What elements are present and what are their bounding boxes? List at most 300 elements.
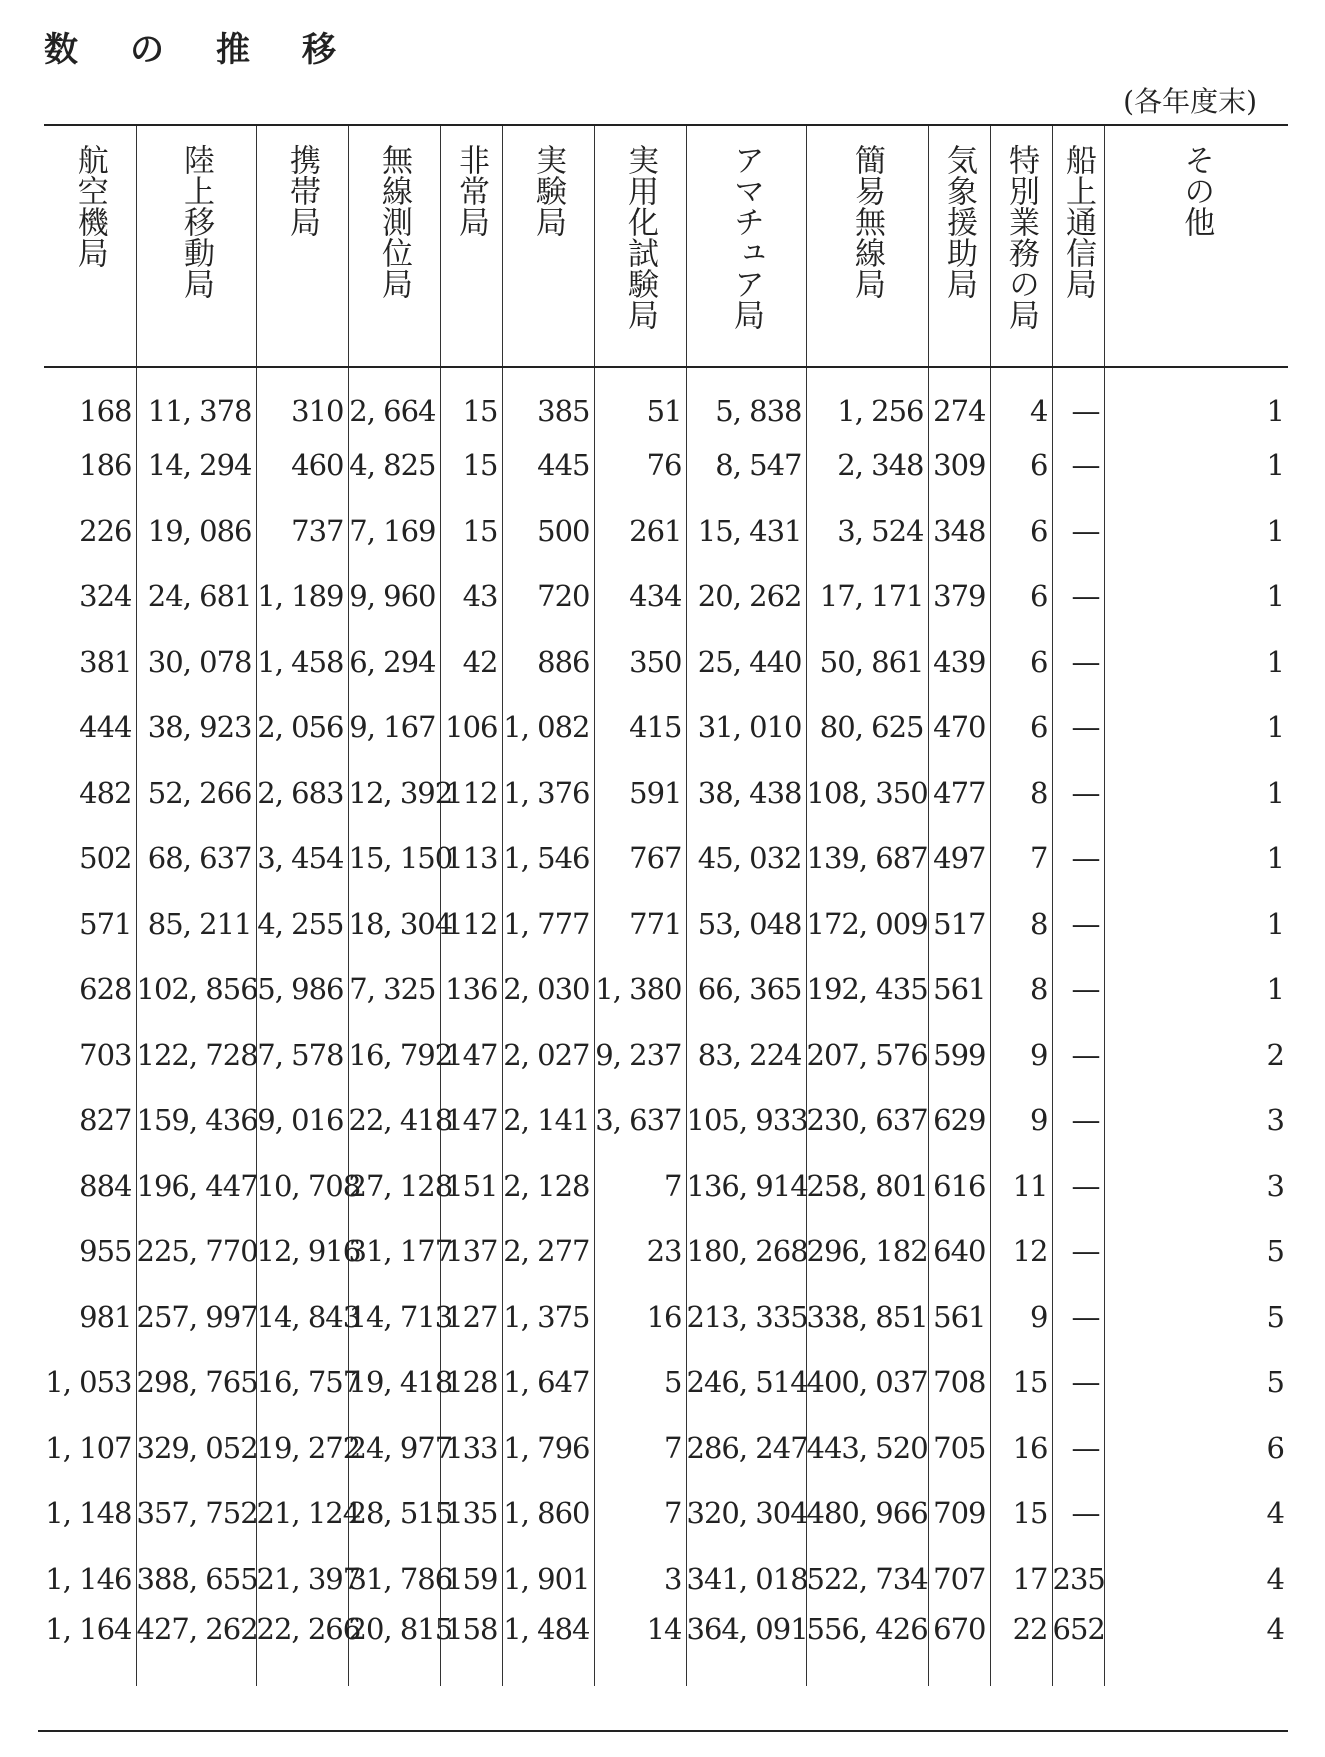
table-cell: 85, 211 [136, 891, 256, 957]
table-cell: — [1052, 1088, 1104, 1154]
table-cell: 22, 418 [348, 1088, 440, 1154]
table-cell: 21, 124 [256, 1481, 348, 1547]
table-cell: 8 [990, 760, 1052, 826]
table-cell: 14 [594, 1612, 686, 1686]
table-cell: 135 [440, 1481, 502, 1547]
table-cell: 147 [440, 1022, 502, 1088]
table-cell: 477 [928, 760, 990, 826]
table-cell: 9, 167 [348, 695, 440, 761]
table-cell: 22 [990, 1612, 1052, 1686]
column-header-label: 非常局 [453, 144, 490, 237]
table-cell: 2 [1104, 1022, 1288, 1088]
table-cell: 16, 792 [348, 1022, 440, 1088]
table-cell: 5 [1104, 1350, 1288, 1416]
table-cell: — [1052, 957, 1104, 1023]
column-header [686, 125, 806, 367]
table-cell: 159 [440, 1546, 502, 1612]
table-cell: 364, 091 [686, 1612, 806, 1686]
table-row [44, 957, 1288, 1023]
table-row [44, 1481, 1288, 1547]
table-cell: 482 [79, 775, 132, 810]
table-cell: 1 [1104, 826, 1288, 892]
table-cell: 196, 447 [136, 1153, 256, 1219]
table-cell: 616 [928, 1153, 990, 1219]
table-cell: 444 [79, 710, 132, 745]
table-cell: 106 [440, 695, 502, 761]
table-cell: 1, 256 [806, 367, 928, 433]
column-header-label: 実用化試験局 [622, 144, 659, 330]
table-row [44, 695, 1288, 761]
table-cell: — [1052, 1481, 1104, 1547]
table-cell: 6 [990, 629, 1052, 695]
table-cell: 5 [1104, 1219, 1288, 1285]
table-cell: 7 [594, 1415, 686, 1481]
table-row [44, 1350, 1288, 1416]
table-cell: 137 [440, 1219, 502, 1285]
table-cell: 19, 418 [348, 1350, 440, 1416]
table-cell: 1, 484 [502, 1612, 594, 1686]
table-cell: 571 [79, 906, 132, 941]
table-cell: 1, 053 [45, 1365, 132, 1400]
table-cell: 136, 914 [686, 1153, 806, 1219]
column-header [1052, 125, 1104, 367]
table-cell: 274 [928, 367, 990, 433]
table-cell: 68, 637 [136, 826, 256, 892]
table-cell: — [1052, 1284, 1104, 1350]
table-cell: — [1052, 629, 1104, 695]
table-row [44, 891, 1288, 957]
table-cell: 10, 708 [256, 1153, 348, 1219]
table-cell: 6 [990, 433, 1052, 499]
table-cell: 1, 375 [502, 1284, 594, 1350]
table-cell: 38, 923 [136, 695, 256, 761]
table-cell: 15 [990, 1481, 1052, 1547]
column-header [806, 125, 928, 367]
table-row [44, 1612, 1288, 1686]
table-cell: — [1052, 367, 1104, 433]
column-header-label: 船上通信局 [1060, 144, 1097, 299]
column-header [1104, 125, 1288, 367]
column-header-label: 携帯局 [284, 144, 321, 237]
table-cell: 24, 977 [348, 1415, 440, 1481]
table-cell: 8 [990, 957, 1052, 1023]
table-cell: 320, 304 [686, 1481, 806, 1547]
table-cell: 147 [440, 1088, 502, 1154]
table-cell: 1, 647 [502, 1350, 594, 1416]
table-cell: — [1052, 1022, 1104, 1088]
table-cell: 14, 843 [256, 1284, 348, 1350]
table-cell: 136 [440, 957, 502, 1023]
table-cell: 4, 825 [348, 433, 440, 499]
table-cell: 42 [440, 629, 502, 695]
table-cell: 17 [990, 1546, 1052, 1612]
column-header [440, 125, 502, 367]
table-cell: 168 [79, 394, 132, 429]
table-cell: — [1052, 498, 1104, 564]
table-cell: 45, 032 [686, 826, 806, 892]
table-cell: 15 [440, 433, 502, 499]
table-cell: 350 [594, 629, 686, 695]
table-cell: 1 [1104, 695, 1288, 761]
table-cell: 500 [502, 498, 594, 564]
table-cell: 1, 164 [45, 1611, 132, 1646]
table-cell: 497 [928, 826, 990, 892]
column-header-label: 実験局 [530, 144, 567, 237]
period-note: (各年度末) [1123, 85, 1257, 118]
table-cell: 4 [1104, 1612, 1288, 1686]
table-cell: 480, 966 [806, 1481, 928, 1547]
table-cell: 341, 018 [686, 1546, 806, 1612]
column-header [44, 125, 136, 367]
table-cell: 230, 637 [806, 1088, 928, 1154]
table-cell: 427, 262 [136, 1612, 256, 1686]
table-row [44, 1284, 1288, 1350]
table-cell: 771 [594, 891, 686, 957]
table-cell: 1, 777 [502, 891, 594, 957]
table-cell: 338, 851 [806, 1284, 928, 1350]
table-cell: 2, 277 [502, 1219, 594, 1285]
table-cell: 652 [1052, 1612, 1104, 1686]
table-cell: 31, 177 [348, 1219, 440, 1285]
table-cell: 186 [79, 448, 132, 483]
table-cell: 3 [1104, 1088, 1288, 1154]
column-header [928, 125, 990, 367]
table-cell: 80, 625 [806, 695, 928, 761]
table-cell: — [1052, 695, 1104, 761]
table-cell: 1, 860 [502, 1481, 594, 1547]
table-cell: 1, 546 [502, 826, 594, 892]
table-cell: 388, 655 [136, 1546, 256, 1612]
table-cell: 133 [440, 1415, 502, 1481]
table-row [44, 1022, 1288, 1088]
table-cell: 31, 786 [348, 1546, 440, 1612]
table-cell: 5 [1104, 1284, 1288, 1350]
table-cell: 1 [1104, 433, 1288, 499]
table-cell: 670 [928, 1612, 990, 1686]
table-cell: — [1052, 826, 1104, 892]
table-cell: — [1052, 433, 1104, 499]
table-cell: 460 [256, 433, 348, 499]
table-cell: 8 [990, 891, 1052, 957]
table-cell: 884 [79, 1168, 132, 1203]
table-cell: 24, 681 [136, 564, 256, 630]
table-cell: 708 [928, 1350, 990, 1416]
table-cell: 14, 294 [136, 433, 256, 499]
column-header [256, 125, 348, 367]
table-row [44, 1219, 1288, 1285]
table-cell: 172, 009 [806, 891, 928, 957]
table-cell: 7, 325 [348, 957, 440, 1023]
table-cell: 1, 107 [45, 1430, 132, 1465]
table-cell: 7 [990, 826, 1052, 892]
table-cell: — [1052, 1219, 1104, 1285]
table-cell: 7, 169 [348, 498, 440, 564]
table-cell: 50, 861 [806, 629, 928, 695]
table-row [44, 760, 1288, 826]
table-cell: 8, 547 [686, 433, 806, 499]
table-cell: 66, 365 [686, 957, 806, 1023]
table-cell: — [1052, 891, 1104, 957]
table-cell: 128 [440, 1350, 502, 1416]
table-cell: 591 [594, 760, 686, 826]
table-row [44, 498, 1288, 564]
table-cell: 470 [928, 695, 990, 761]
table-cell: 15 [440, 367, 502, 433]
table-cell: 3 [1104, 1153, 1288, 1219]
column-header-label: 気象援助局 [941, 144, 978, 299]
table-cell: 517 [928, 891, 990, 957]
table-cell: 3 [594, 1546, 686, 1612]
table-cell: 1, 901 [502, 1546, 594, 1612]
table-cell: 15, 431 [686, 498, 806, 564]
table-cell: 257, 997 [136, 1284, 256, 1350]
table-cell: 3, 524 [806, 498, 928, 564]
table-cell: 11, 378 [136, 367, 256, 433]
table-cell: 9, 237 [594, 1022, 686, 1088]
table-cell: 25, 440 [686, 629, 806, 695]
table-cell: 7 [594, 1481, 686, 1547]
column-header [990, 125, 1052, 367]
table-cell: 709 [928, 1481, 990, 1547]
table-row [44, 1088, 1288, 1154]
page-title: 数の推移 [44, 30, 388, 70]
column-header [136, 125, 256, 367]
table-row [44, 433, 1288, 499]
table-cell: 246, 514 [686, 1350, 806, 1416]
table-cell: 226 [79, 513, 132, 548]
table-cell: 1 [1104, 891, 1288, 957]
table-cell: 310 [256, 367, 348, 433]
table-cell: 443, 520 [806, 1415, 928, 1481]
table-cell: 628 [79, 972, 132, 1007]
table-cell: 31, 010 [686, 695, 806, 761]
table-cell: 298, 765 [136, 1350, 256, 1416]
table-row [44, 1153, 1288, 1219]
table-cell: 6, 294 [348, 629, 440, 695]
table-cell: 561 [928, 957, 990, 1023]
table-cell: 20, 262 [686, 564, 806, 630]
table-cell: 324 [79, 579, 132, 614]
table-cell: 434 [594, 564, 686, 630]
table-cell: 22, 266 [256, 1612, 348, 1686]
table-cell: 2, 030 [502, 957, 594, 1023]
table-cell: 1, 148 [45, 1496, 132, 1531]
table-cell: 629 [928, 1088, 990, 1154]
table-cell: 5 [594, 1350, 686, 1416]
table-cell: 30, 078 [136, 629, 256, 695]
table-cell: 1, 146 [45, 1561, 132, 1596]
table-cell: 12 [990, 1219, 1052, 1285]
table-cell: 12, 916 [256, 1219, 348, 1285]
bottom-rule [38, 1730, 1288, 1732]
table-cell: 9, 960 [348, 564, 440, 630]
table-cell: 4, 255 [256, 891, 348, 957]
table-cell: 6 [990, 564, 1052, 630]
table-cell: 15 [990, 1350, 1052, 1416]
column-header-label: 特別業務の局 [1003, 144, 1040, 330]
table-cell: 4 [1104, 1481, 1288, 1547]
table-cell: 16, 757 [256, 1350, 348, 1416]
table-cell: 357, 752 [136, 1481, 256, 1547]
table-cell: 127 [440, 1284, 502, 1350]
table-cell: 23 [594, 1219, 686, 1285]
table-cell: 1 [1104, 564, 1288, 630]
table-cell: 2, 141 [502, 1088, 594, 1154]
table-cell: 52, 266 [136, 760, 256, 826]
table-cell: 445 [502, 433, 594, 499]
table-cell: 18, 304 [348, 891, 440, 957]
table-cell: 2, 348 [806, 433, 928, 499]
table-cell: 556, 426 [806, 1612, 928, 1686]
column-header-label: その他 [1178, 144, 1215, 237]
table-cell: 309 [928, 433, 990, 499]
table-cell: 502 [79, 841, 132, 876]
table-cell: 703 [79, 1037, 132, 1072]
table-cell: 7 [594, 1153, 686, 1219]
table-cell: 14, 713 [348, 1284, 440, 1350]
table-cell: 19, 272 [256, 1415, 348, 1481]
table-cell: 7, 578 [256, 1022, 348, 1088]
column-header-label: 航空機局 [71, 144, 108, 268]
table-cell: 707 [928, 1546, 990, 1612]
table-cell: 1 [1104, 629, 1288, 695]
table-cell: 43 [440, 564, 502, 630]
table-cell: 329, 052 [136, 1415, 256, 1481]
table-row [44, 367, 1288, 433]
table-cell: 235 [1052, 1546, 1104, 1612]
table-cell: 2, 027 [502, 1022, 594, 1088]
table-cell: 17, 171 [806, 564, 928, 630]
table-cell: 53, 048 [686, 891, 806, 957]
table-cell: 28, 515 [348, 1481, 440, 1547]
table-cell: 76 [594, 433, 686, 499]
table-cell: 1 [1104, 957, 1288, 1023]
table-cell: 6 [990, 498, 1052, 564]
table-cell: 379 [928, 564, 990, 630]
table-cell: 2, 056 [256, 695, 348, 761]
table-cell: — [1052, 1415, 1104, 1481]
table-cell: 5, 838 [686, 367, 806, 433]
station-count-table [44, 124, 1288, 1686]
table-cell: 113 [440, 826, 502, 892]
column-header [502, 125, 594, 367]
table-cell: 261 [594, 498, 686, 564]
column-header-label: 陸上移動局 [178, 144, 215, 299]
table-cell: 381 [79, 644, 132, 679]
table-cell: 207, 576 [806, 1022, 928, 1088]
table-cell: 415 [594, 695, 686, 761]
table-cell: 767 [594, 826, 686, 892]
table-cell: 11 [990, 1153, 1052, 1219]
table-cell: 522, 734 [806, 1546, 928, 1612]
table-cell: 737 [256, 498, 348, 564]
table-cell: 15 [440, 498, 502, 564]
table-cell: 1 [1104, 367, 1288, 433]
table-row [44, 826, 1288, 892]
table-cell: 108, 350 [806, 760, 928, 826]
table-cell: 348 [928, 498, 990, 564]
table-cell: 9, 016 [256, 1088, 348, 1154]
table-cell: 21, 397 [256, 1546, 348, 1612]
table-cell: 640 [928, 1219, 990, 1285]
table-cell: 20, 815 [348, 1612, 440, 1686]
table-cell: 1 [1104, 498, 1288, 564]
table-cell: 9 [990, 1022, 1052, 1088]
table-cell: 258, 801 [806, 1153, 928, 1219]
table-cell: 1, 376 [502, 760, 594, 826]
table-cell: 122, 728 [136, 1022, 256, 1088]
table-cell: 139, 687 [806, 826, 928, 892]
table-cell: 2, 664 [348, 367, 440, 433]
table-cell: 38, 438 [686, 760, 806, 826]
table-cell: 1 [1104, 760, 1288, 826]
table-cell: 1, 082 [502, 695, 594, 761]
table-cell: — [1052, 1350, 1104, 1416]
table-cell: 1, 458 [256, 629, 348, 695]
table-cell: 296, 182 [806, 1219, 928, 1285]
table-cell: 225, 770 [136, 1219, 256, 1285]
table-row [44, 1415, 1288, 1481]
table-cell: 158 [440, 1612, 502, 1686]
table-cell: 6 [990, 695, 1052, 761]
table-cell: 720 [502, 564, 594, 630]
table-cell: 1, 380 [594, 957, 686, 1023]
table-cell: 19, 086 [136, 498, 256, 564]
column-header-label: 簡易無線局 [849, 144, 886, 299]
table-body [44, 367, 1288, 1686]
table-cell: 599 [928, 1022, 990, 1088]
table-cell: 5, 986 [256, 957, 348, 1023]
table-cell: 51 [594, 367, 686, 433]
table-cell: 180, 268 [686, 1219, 806, 1285]
table-cell: 192, 435 [806, 957, 928, 1023]
table-cell: 4 [1104, 1546, 1288, 1612]
table-cell: — [1052, 1153, 1104, 1219]
table-cell: 1, 189 [256, 564, 348, 630]
table-cell: 400, 037 [806, 1350, 928, 1416]
table-cell: — [1052, 564, 1104, 630]
table-cell: 9 [990, 1284, 1052, 1350]
table-cell: 2, 128 [502, 1153, 594, 1219]
table-cell: 112 [440, 760, 502, 826]
table-cell: 705 [928, 1415, 990, 1481]
table-cell: 439 [928, 629, 990, 695]
table-cell: 981 [79, 1299, 132, 1334]
table-cell: 16 [990, 1415, 1052, 1481]
table-cell: 385 [502, 367, 594, 433]
table-cell: 886 [502, 629, 594, 695]
table-cell: 105, 933 [686, 1088, 806, 1154]
table-cell: 83, 224 [686, 1022, 806, 1088]
table-cell: 27, 128 [348, 1153, 440, 1219]
column-header [348, 125, 440, 367]
table-cell: — [1052, 760, 1104, 826]
table-cell: 1, 796 [502, 1415, 594, 1481]
table-cell: 16 [594, 1284, 686, 1350]
table-cell: 9 [990, 1088, 1052, 1154]
table-cell: 213, 335 [686, 1284, 806, 1350]
table-cell: 4 [990, 367, 1052, 433]
column-header-label: アマチュア局 [728, 144, 765, 330]
table-cell: 15, 150 [348, 826, 440, 892]
table-cell: 561 [928, 1284, 990, 1350]
table-cell: 102, 856 [136, 957, 256, 1023]
table-cell: 3, 637 [594, 1088, 686, 1154]
table-cell: 3, 454 [256, 826, 348, 892]
table-cell: 12, 392 [348, 760, 440, 826]
table-cell: 151 [440, 1153, 502, 1219]
table-cell: 2, 683 [256, 760, 348, 826]
